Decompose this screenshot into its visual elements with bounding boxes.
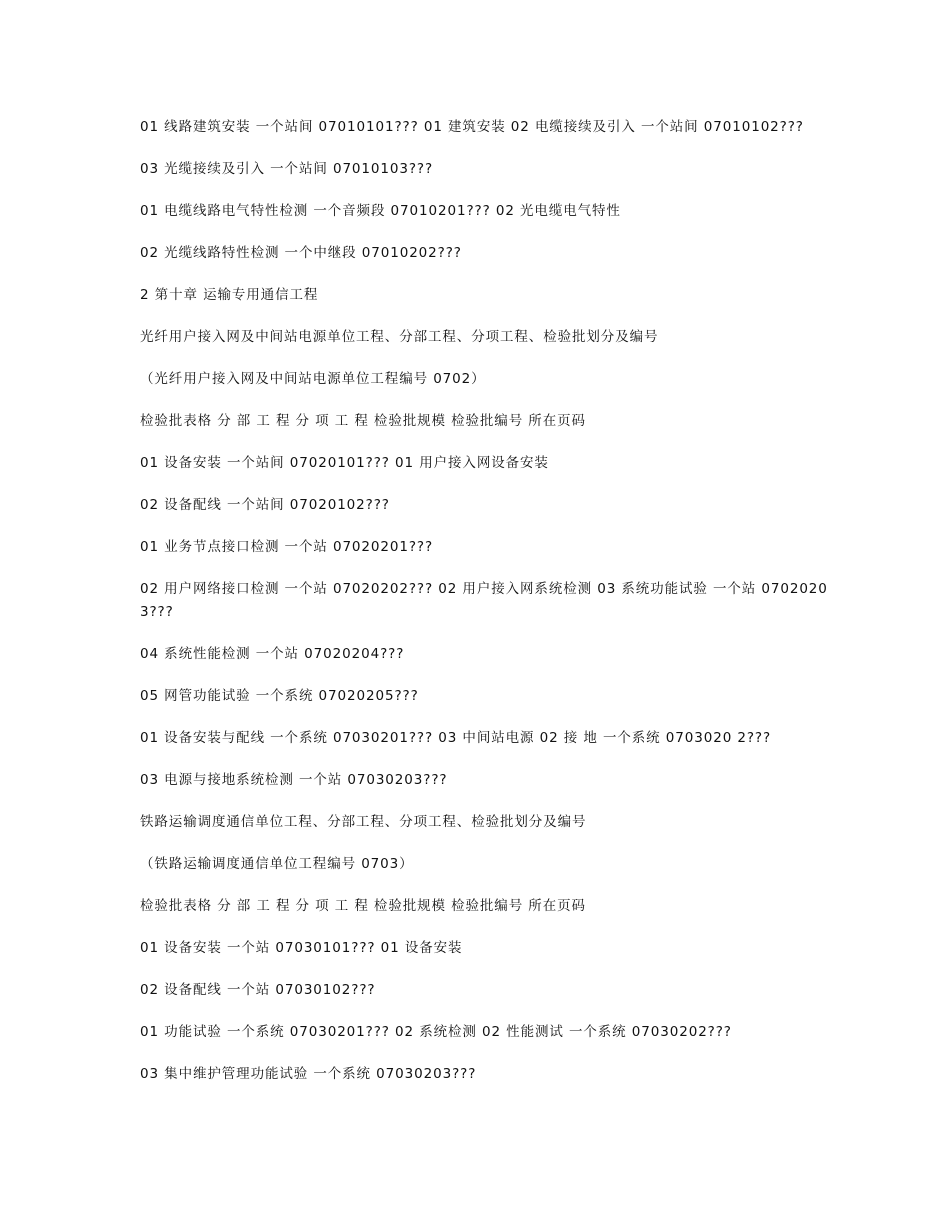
paragraph-3: 01 电缆线路电气特性检测 一个音频段 07010201??? 02 光电缆电气特性 [140,203,621,219]
paragraph-15: 01 设备安装与配线 一个系统 07030201??? 03 中间站电源 02 接 地 一个系统 0703020 2??? [140,730,772,746]
paragraph-16: 03 电源与接地系统检测 一个站 07030203??? [140,772,448,788]
table-header-0702: 检验批表格 分 部 工 程 分 项 工 程 检验批规模 检验批编号 所在页码 [140,413,586,429]
paragraph-21: 02 设备配线 一个站 07030102??? [140,982,376,998]
paragraph-1: 01 线路建筑安装 一个站间 07010101??? 01 建筑安装 02 电缆接续及引入 一个站间 07010102??? [140,119,804,135]
paragraph-23: 03 集中维护管理功能试验 一个系统 07030203??? [140,1066,477,1082]
paragraph-13: 04 系统性能检测 一个站 07020204??? [140,646,405,662]
paragraph-20: 01 设备安装 一个站 07030101??? 01 设备安装 [140,940,463,956]
section-code-0702: （光纤用户接入网及中间站电源单位工程编号 0702） [140,371,486,387]
paragraph-11: 01 业务节点接口检测 一个站 07020201??? [140,539,434,555]
paragraph-10: 02 设备配线 一个站间 07020102??? [140,497,390,513]
document-body [140,116,830,1105]
paragraph-9: 01 设备安装 一个站间 07020101??? 01 用户接入网设备安装 [140,455,549,471]
chapter-heading: 2 第十章 运输专用通信工程 [140,287,319,303]
section-code-0703: （铁路运输调度通信单位工程编号 0703） [140,856,414,872]
paragraph-22: 01 功能试验 一个系统 07030201??? 02 系统检测 02 性能测试 一个系统 07030202??? [140,1024,732,1040]
paragraph-12: 02 用户网络接口检测 一个站 07020202??? 02 用户接入网系统检测 03 系统功能试验 一个站 07020203??? [140,581,828,620]
table-header-0703: 检验批表格 分 部 工 程 分 项 工 程 检验批规模 检验批编号 所在页码 [140,898,586,914]
paragraph-4: 02 光缆线路特性检测 一个中继段 07010202??? [140,245,462,261]
paragraph-2: 03 光缆接续及引入 一个站间 07010103??? [140,161,434,177]
paragraph-14: 05 网管功能试验 一个系统 07020205??? [140,688,419,704]
section-title-0702: 光纤用户接入网及中间站电源单位工程、分部工程、分项工程、检验批划分及编号 [140,329,659,345]
section-title-0703: 铁路运输调度通信单位工程、分部工程、分项工程、检验批划分及编号 [140,814,587,830]
